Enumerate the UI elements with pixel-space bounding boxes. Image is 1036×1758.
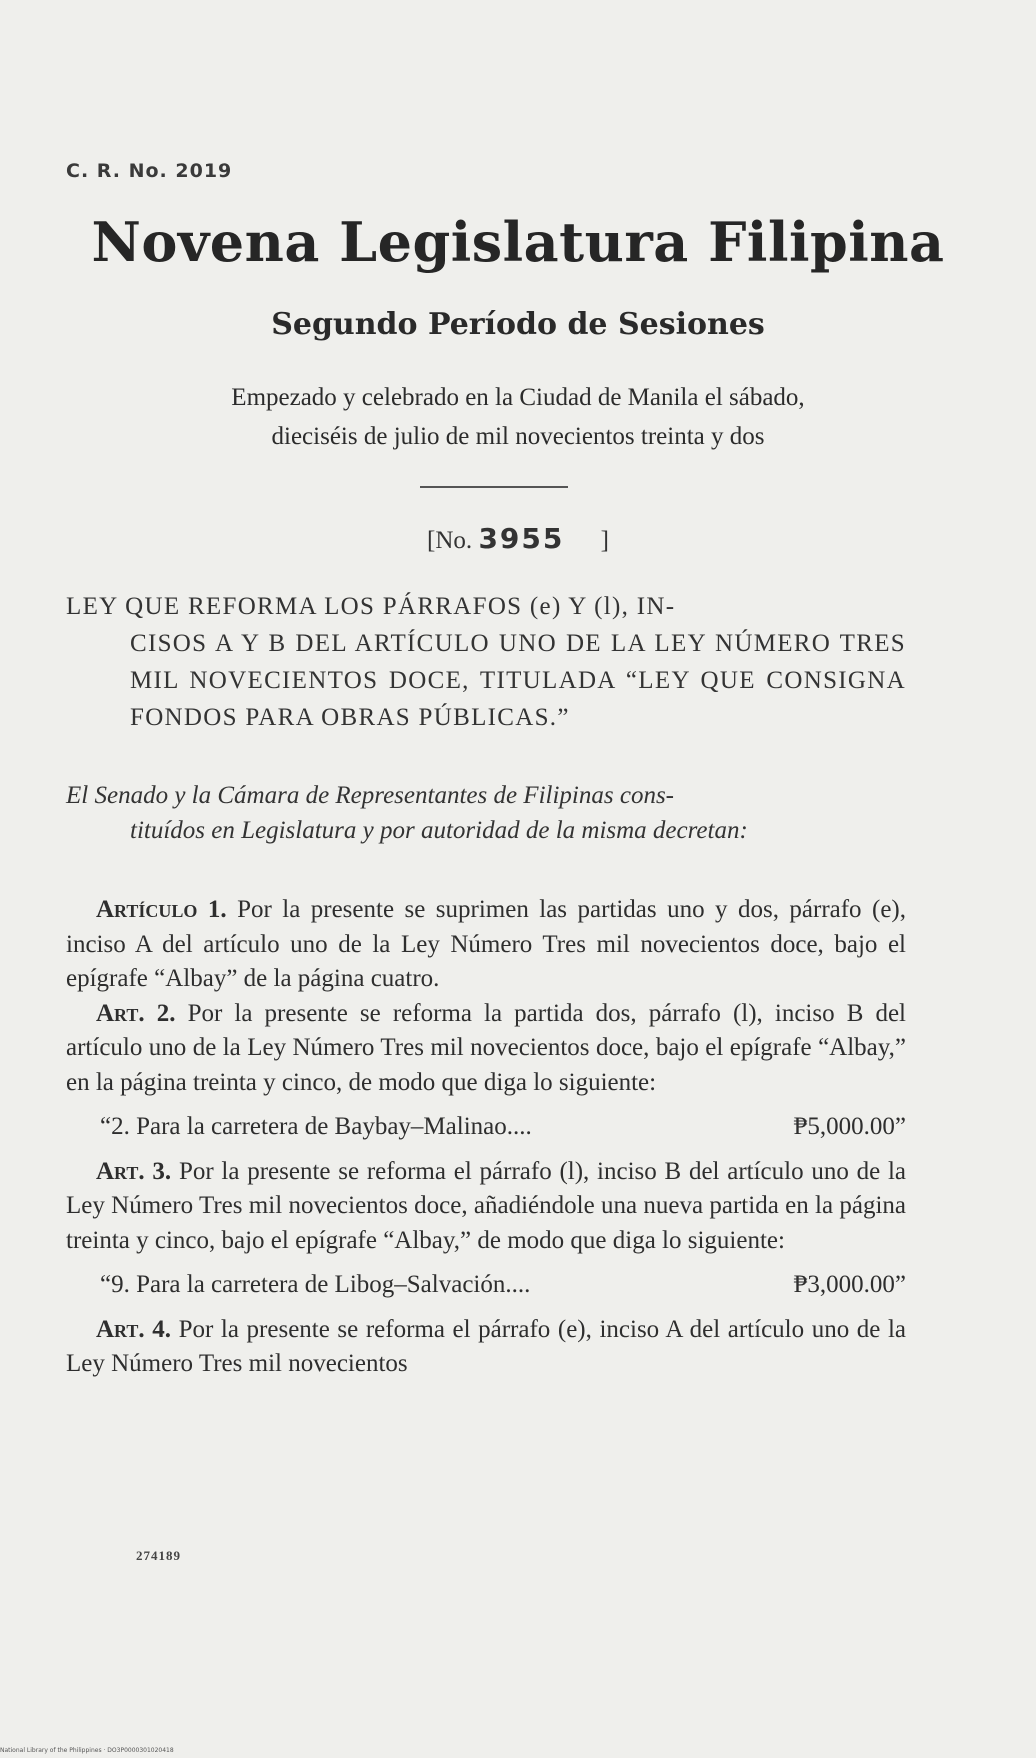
divider [420, 486, 568, 488]
article-4 [66, 1313, 906, 1382]
article-3 [66, 1155, 906, 1259]
law-title [66, 588, 906, 736]
article-text: Por la presente se reforma el párrafo (e), inciso A del artículo uno de la Ley Número Tres mil novecientos [66, 1315, 906, 1377]
enacting-clause [66, 778, 906, 848]
bill-number-suffix: ] [600, 527, 609, 554]
article-label: Artículo 1. [96, 896, 227, 923]
bill-number-prefix: [No. [427, 527, 473, 554]
enacting-clause-rest: tituídos en Legislatura y por autoridad de la misma decretan: [130, 817, 748, 844]
legislature-title: Novena Legislatura Filipina [91, 210, 945, 274]
intro-line-1: Empezado y celebrado en la Ciudad de Manila el sábado, [231, 384, 805, 411]
bill-number [0, 522, 1036, 555]
article-label: Art. 4. [96, 1315, 172, 1343]
article-text: Por la presente se suprimen las partidas uno y dos, párrafo (e), inciso A del artículo uno de la Ley Número Tres mil novecientos doce, bajo el epígrafe “Albay” de la página cuatro. [66, 896, 907, 992]
article-2 [66, 997, 906, 1101]
article-text: Por la presente se reforma el párrafo (l), inciso B del artículo uno de la Ley Número Tres mil novecientos doce, añadiéndole una nueva partida en la página treinta y cinco, bajo el epígrafe “Albay,” de modo que diga lo siguiente: [66, 1157, 907, 1254]
appropriation-item [100, 1268, 906, 1303]
cr-number: C. R. No. 2019 [66, 160, 233, 182]
page-code: 274189 [136, 1548, 181, 1563]
item-amount: ₱3,000.00” [793, 1271, 906, 1298]
session-intro [0, 378, 1036, 456]
article-label: Art. 2. [96, 999, 176, 1027]
law-title-rest: CISOS A Y B DEL ARTÍCULO UNO DE LA LEY NÚMERO TRES MIL NOVECIENTOS DOCE, TITULADA “LEY QUE CONSIGNA FONDOS PARA OBRAS PÚBLICAS.” [130, 630, 906, 731]
appropriation-item [100, 1110, 906, 1145]
item-text: “2. Para la carretera de Baybay–Malinao.... [100, 1113, 532, 1140]
bill-number-value: 3955 [478, 522, 565, 555]
intro-line-2: dieciséis de julio de mil novecientos treinta y dos [271, 423, 765, 450]
item-text: “9. Para la carretera de Libog–Salvación.... [100, 1271, 531, 1298]
article-label: Art. 3. [96, 1157, 172, 1185]
session-subtitle: Segundo Período de Sesiones [271, 307, 765, 342]
law-title-line-1: LEY QUE REFORMA LOS PÁRRAFOS (e) Y (l), IN- [66, 593, 676, 620]
item-amount: ₱5,000.00” [793, 1113, 906, 1140]
scan-credit: National Library of the Philippines · DO3P0000301020418 [0, 1747, 174, 1754]
enacting-clause-line-1: El Senado y la Cámara de Representantes de Filipinas cons- [66, 782, 674, 809]
article-1 [66, 893, 906, 997]
articles-body [66, 893, 906, 1382]
article-text: Por la presente se reforma la partida dos, párrafo (l), inciso B del artículo uno de la Ley Número Tres mil novecientos doce, bajo el epígrafe “Albay,” en la página treinta y cinco, de modo que diga lo siguiente: [66, 999, 906, 1096]
